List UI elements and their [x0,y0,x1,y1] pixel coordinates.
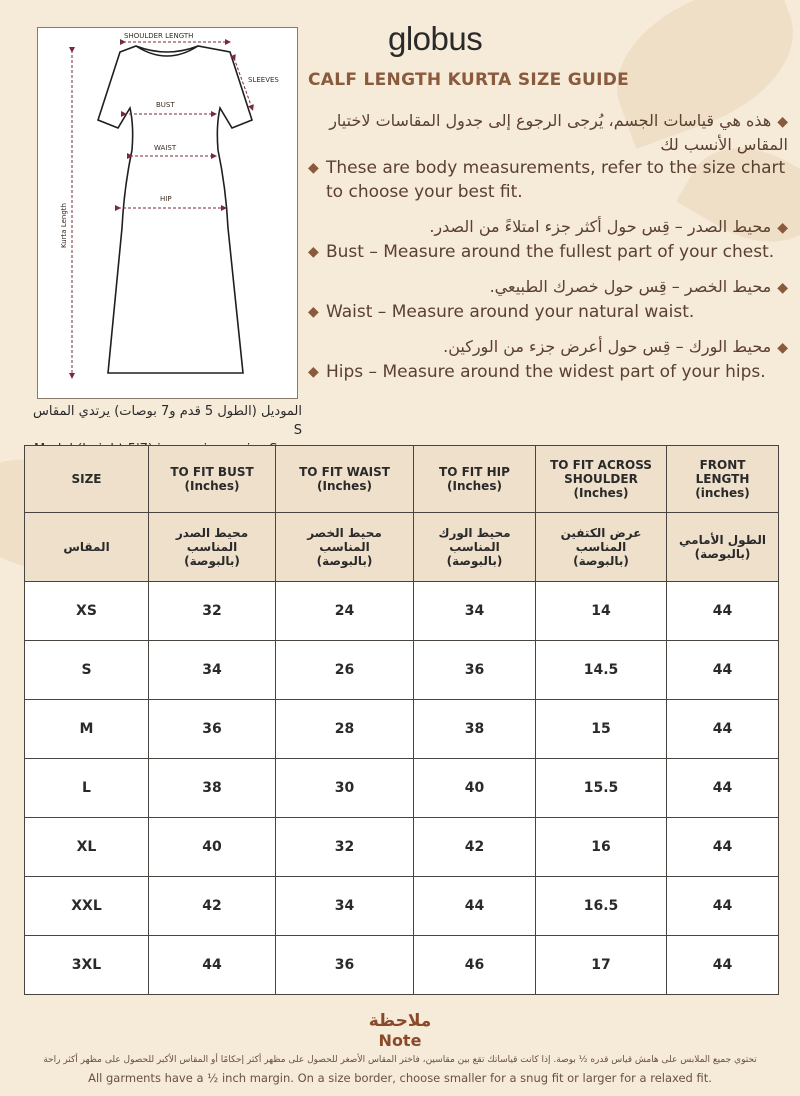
bust-cell: 32 [149,582,276,641]
model-info-ar: الموديل (الطول 5 قدم و7 بوصات) يرتدي المقاس S [33,404,302,438]
bust-cell: 40 [149,818,276,877]
hip-cell: 46 [414,936,536,995]
header-front-length: FRONT LENGTH (inches) [667,446,779,513]
note-text-en: All garments have a ½ inch margin. On a size border, choose smaller for a snug fit or larger for a relaxed fit. [88,1071,712,1085]
note-en: These are body measurements, refer to the size chart to choose your best fit. [326,158,786,202]
hip-cell: 38 [414,700,536,759]
size-cell: L [25,759,149,818]
bust-cell: 38 [149,759,276,818]
bullet-icon: ◆ [777,280,788,296]
length-cell: 44 [667,818,779,877]
waist-cell: 30 [276,759,414,818]
header-hip-ar: محيط الورك المناسب (بالبوصة) [414,513,536,582]
shoulder-cell: 17 [536,936,667,995]
bullet-icon: ◆ [308,160,319,176]
header-size: SIZE [25,446,149,513]
header-row-ar [25,513,779,582]
waist-cell: 26 [276,641,414,700]
note-en: Waist – Measure around your natural waist. [326,302,695,322]
waist-cell: 24 [276,582,414,641]
length-cell: 44 [667,700,779,759]
shoulder-cell: 14.5 [536,641,667,700]
length-label: Kurta Length [60,203,68,248]
size-cell: M [25,700,149,759]
hip-label: HIP [160,195,172,203]
header-front-length-ar: الطول الأمامي (بالبوصة) [667,513,779,582]
note-ar: هذه هي قياسات الجسم، يُرجى الرجوع إلى جدول المقاسات لاختيار المقاس الأنسب لك [329,111,788,154]
hip-cell: 34 [414,582,536,641]
length-cell: 44 [667,582,779,641]
table-row [25,877,779,936]
shoulder-cell: 16 [536,818,667,877]
header-size-ar: المقاس [25,513,149,582]
sleeves-label: SLEEVES [248,76,279,84]
bust-label: BUST [156,101,175,109]
waist-cell: 36 [276,936,414,995]
size-cell: 3XL [25,936,149,995]
shoulder-cell: 15.5 [536,759,667,818]
note-intro [308,110,788,204]
bullet-icon: ◆ [308,364,319,380]
bust-cell: 34 [149,641,276,700]
shoulder-cell: 16.5 [536,877,667,936]
note-bust [308,216,788,264]
hip-cell: 44 [414,877,536,936]
shoulder-label: SHOULDER LENGTH [124,32,194,40]
shoulder-cell: 15 [536,700,667,759]
bust-cell: 36 [149,700,276,759]
bullet-icon: ◆ [777,340,788,356]
waist-cell: 34 [276,877,414,936]
hip-cell: 36 [414,641,536,700]
note-waist [308,276,788,324]
shoulder-cell: 14 [536,582,667,641]
header-shoulder-ar: عرض الكتفين المناسب (بالبوصة) [536,513,667,582]
note-ar: محيط الخصر – قِس حول خصرك الطبيعي. [489,277,772,296]
note-title-ar: ملاحظة [368,1011,432,1031]
hip-cell: 40 [414,759,536,818]
table-row [25,936,779,995]
brand-logo: globus [388,20,483,57]
bust-cell: 44 [149,936,276,995]
length-cell: 44 [667,936,779,995]
header-hip: TO FIT HIP (Inches) [414,446,536,513]
note-en: Hips – Measure around the widest part of your hips. [326,362,766,382]
measurement-notes [308,110,788,396]
garment-diagram [37,27,298,399]
header-bust-ar: محيط الصدر المناسب (بالبوصة) [149,513,276,582]
length-cell: 44 [667,759,779,818]
note-title-en: Note [378,1031,422,1050]
waist-cell: 28 [276,700,414,759]
size-cell: S [25,641,149,700]
bullet-icon: ◆ [777,114,788,130]
note-en: Bust – Measure around the fullest part of your chest. [326,242,775,262]
size-cell: XXL [25,877,149,936]
table-row [25,582,779,641]
note-ar: محيط الورك – قِس حول أعرض جزء من الوركين. [443,337,772,356]
bullet-icon: ◆ [308,304,319,320]
waist-label: WAIST [154,144,177,152]
waist-cell: 32 [276,818,414,877]
bust-cell: 42 [149,877,276,936]
header-bust: TO FIT BUST (Inches) [149,446,276,513]
length-cell: 44 [667,877,779,936]
size-cell: XS [25,582,149,641]
header-row-en [25,446,779,513]
header-waist-ar: محيط الخصر المناسب (بالبوصة) [276,513,414,582]
bullet-icon: ◆ [777,220,788,236]
header-waist: TO FIT WAIST (Inches) [276,446,414,513]
header-shoulder: TO FIT ACROSS SHOULDER (Inches) [536,446,667,513]
size-cell: XL [25,818,149,877]
note-text-ar: تحتوي جميع الملابس على هامش قياس قدره ½ بوصة. إذا كانت قياساتك تقع بين مقاسين، فاختر المقاس الأصغر للحصول على مظهر أكثر إحكامًا أو المقاس الأكبر للحصول على مظهر أكثر راحة [43,1055,757,1065]
table-row [25,759,779,818]
size-chart-table [24,445,779,995]
bullet-icon: ◆ [308,244,319,260]
note-ar: محيط الصدر – قِس حول أكثر جزء امتلاءً من الصدر. [429,217,772,236]
dress-outline [98,46,252,373]
table-row [25,700,779,759]
table-row [25,641,779,700]
hip-cell: 42 [414,818,536,877]
length-cell: 44 [667,641,779,700]
table-row [25,818,779,877]
page-title: CALF LENGTH KURTA SIZE GUIDE [308,70,630,90]
note-hips [308,336,788,384]
